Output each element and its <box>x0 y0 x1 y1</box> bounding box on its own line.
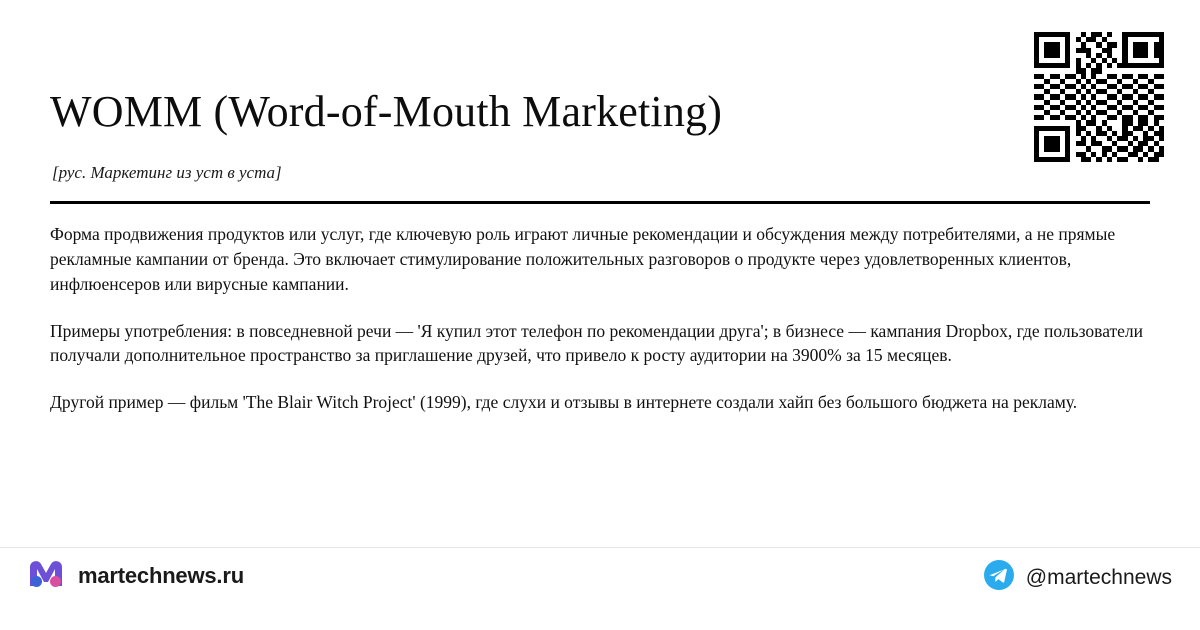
footer-divider <box>0 547 1200 548</box>
martech-m-logo-icon <box>28 558 64 593</box>
footer-brand <box>28 558 244 593</box>
telegram-handle: @martechnews <box>1025 565 1172 589</box>
page-subtitle: [рус. Маркетинг из уст в уста] <box>52 163 282 182</box>
qr-code-grid <box>1034 32 1164 162</box>
brand-name: martechnews.ru <box>78 562 244 588</box>
qr-code-icon <box>1034 32 1164 162</box>
header-divider <box>50 201 1150 204</box>
paragraph: Форма продвижения продуктов или услуг, где ключевую роль играют личные рекомендации и обсуждения между потребителями, а не прямые рекламные кампании от бренда. Это включает стимулирование положительных разговоров о продукте через удовлетворенных клиентов, инфлюенсеров или вирусные кампании. <box>50 224 1116 294</box>
paragraph: Примеры употребления: в повседневной речи — 'Я купил этот телефон по рекомендации друга'; в бизнесе — кампания Dropbox, где пользователи получали дополнительное пространство за приглашение друзей, что привело к росту аудитории на 3900% за 15 месяцев. <box>50 320 1144 366</box>
paragraph: Другой пример — фильм 'The Blair Witch Project' (1999), где слухи и отзывы в интернете создали хайп без большого бюджета на рекламу. <box>50 392 1078 413</box>
page-title: WOMM (Word-of-Mouth Marketing) <box>50 87 723 136</box>
article-body <box>50 222 1150 415</box>
telegram-icon <box>984 560 1014 595</box>
footer-telegram <box>984 560 1172 595</box>
